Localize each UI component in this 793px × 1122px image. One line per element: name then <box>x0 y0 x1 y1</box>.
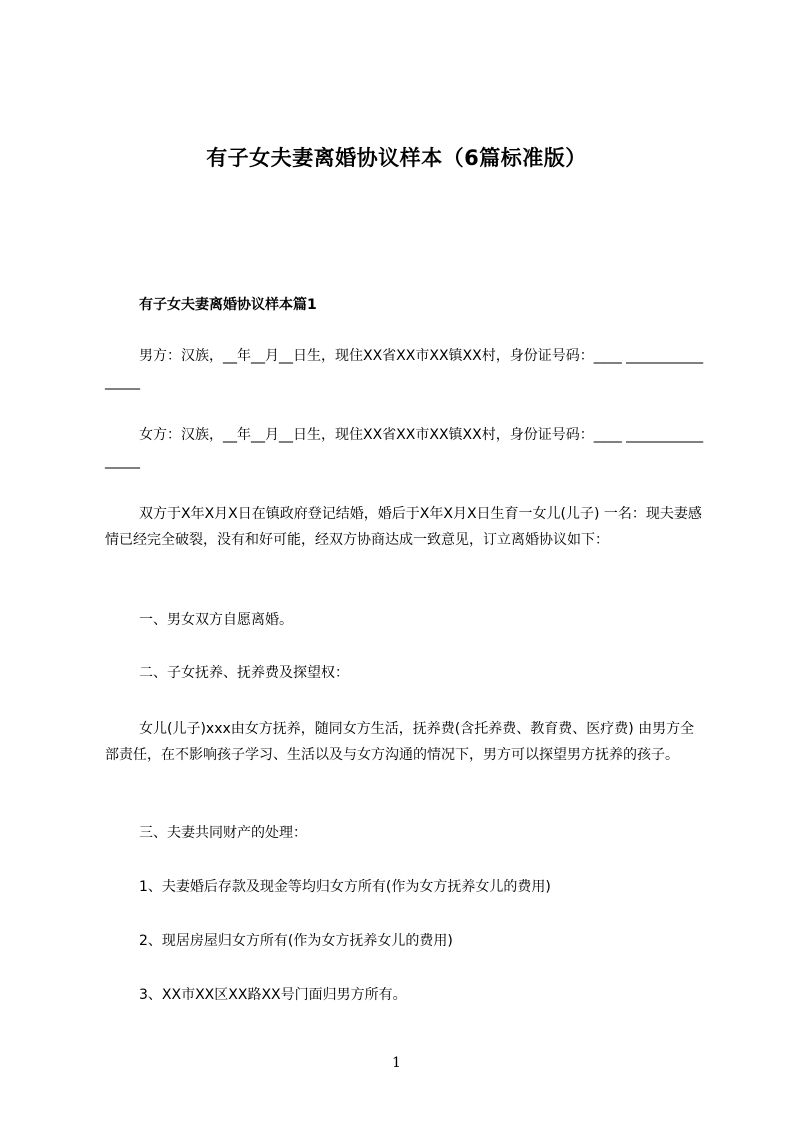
property-item-3: 3、XX市XX区XX路XX号门面归男方所有。 <box>139 987 407 1003</box>
section-heading: 有子女夫妻离婚协议样本篇1 <box>139 297 317 313</box>
clause-1: 一、男女双方自愿离婚。 <box>139 612 293 628</box>
paragraph-female-party: 女方：汉族，__年__月__日生，现住XX省XX市XX镇XX村，身份证号码：____ ________________ <box>105 427 704 469</box>
paragraph-male-party: 男方：汉族，__年__月__日生，现住XX省XX市XX镇XX村，身份证号码：____ ________________ <box>105 348 704 390</box>
clause-2-heading: 二、子女抚养、抚养费及探望权： <box>139 665 349 681</box>
property-item-1: 1、夫妻婚后存款及现金等均归女方所有(作为女方抚养女儿的费用) <box>139 879 551 895</box>
document-title: 有子女夫妻离婚协议样本（6篇标准版） <box>206 146 587 170</box>
property-item-2: 2、现居房屋归女方所有(作为女方抚养女儿的费用) <box>139 933 453 949</box>
clause-3-heading: 三、夫妻共同财产的处理： <box>139 825 307 841</box>
page-number: 1 <box>392 1055 401 1071</box>
paragraph-custody: 女儿(儿子)xxx由女方抚养，随同女方生活，抚养费(含托养费、教育费、医疗费) 由男方全部责任，在不影响孩子学习、生活以及与女方沟通的情况下，男方可以探望男方抚养的孩子。 <box>105 721 695 763</box>
paragraph-intro: 双方于X年X月X日在镇政府登记结婚，婚后于X年X月X日生育一女儿(儿子) 一名：现夫妻感情已经完全破裂，没有和好可能，经双方协商达成一致意见，订立离婚协议如下： <box>105 506 702 548</box>
